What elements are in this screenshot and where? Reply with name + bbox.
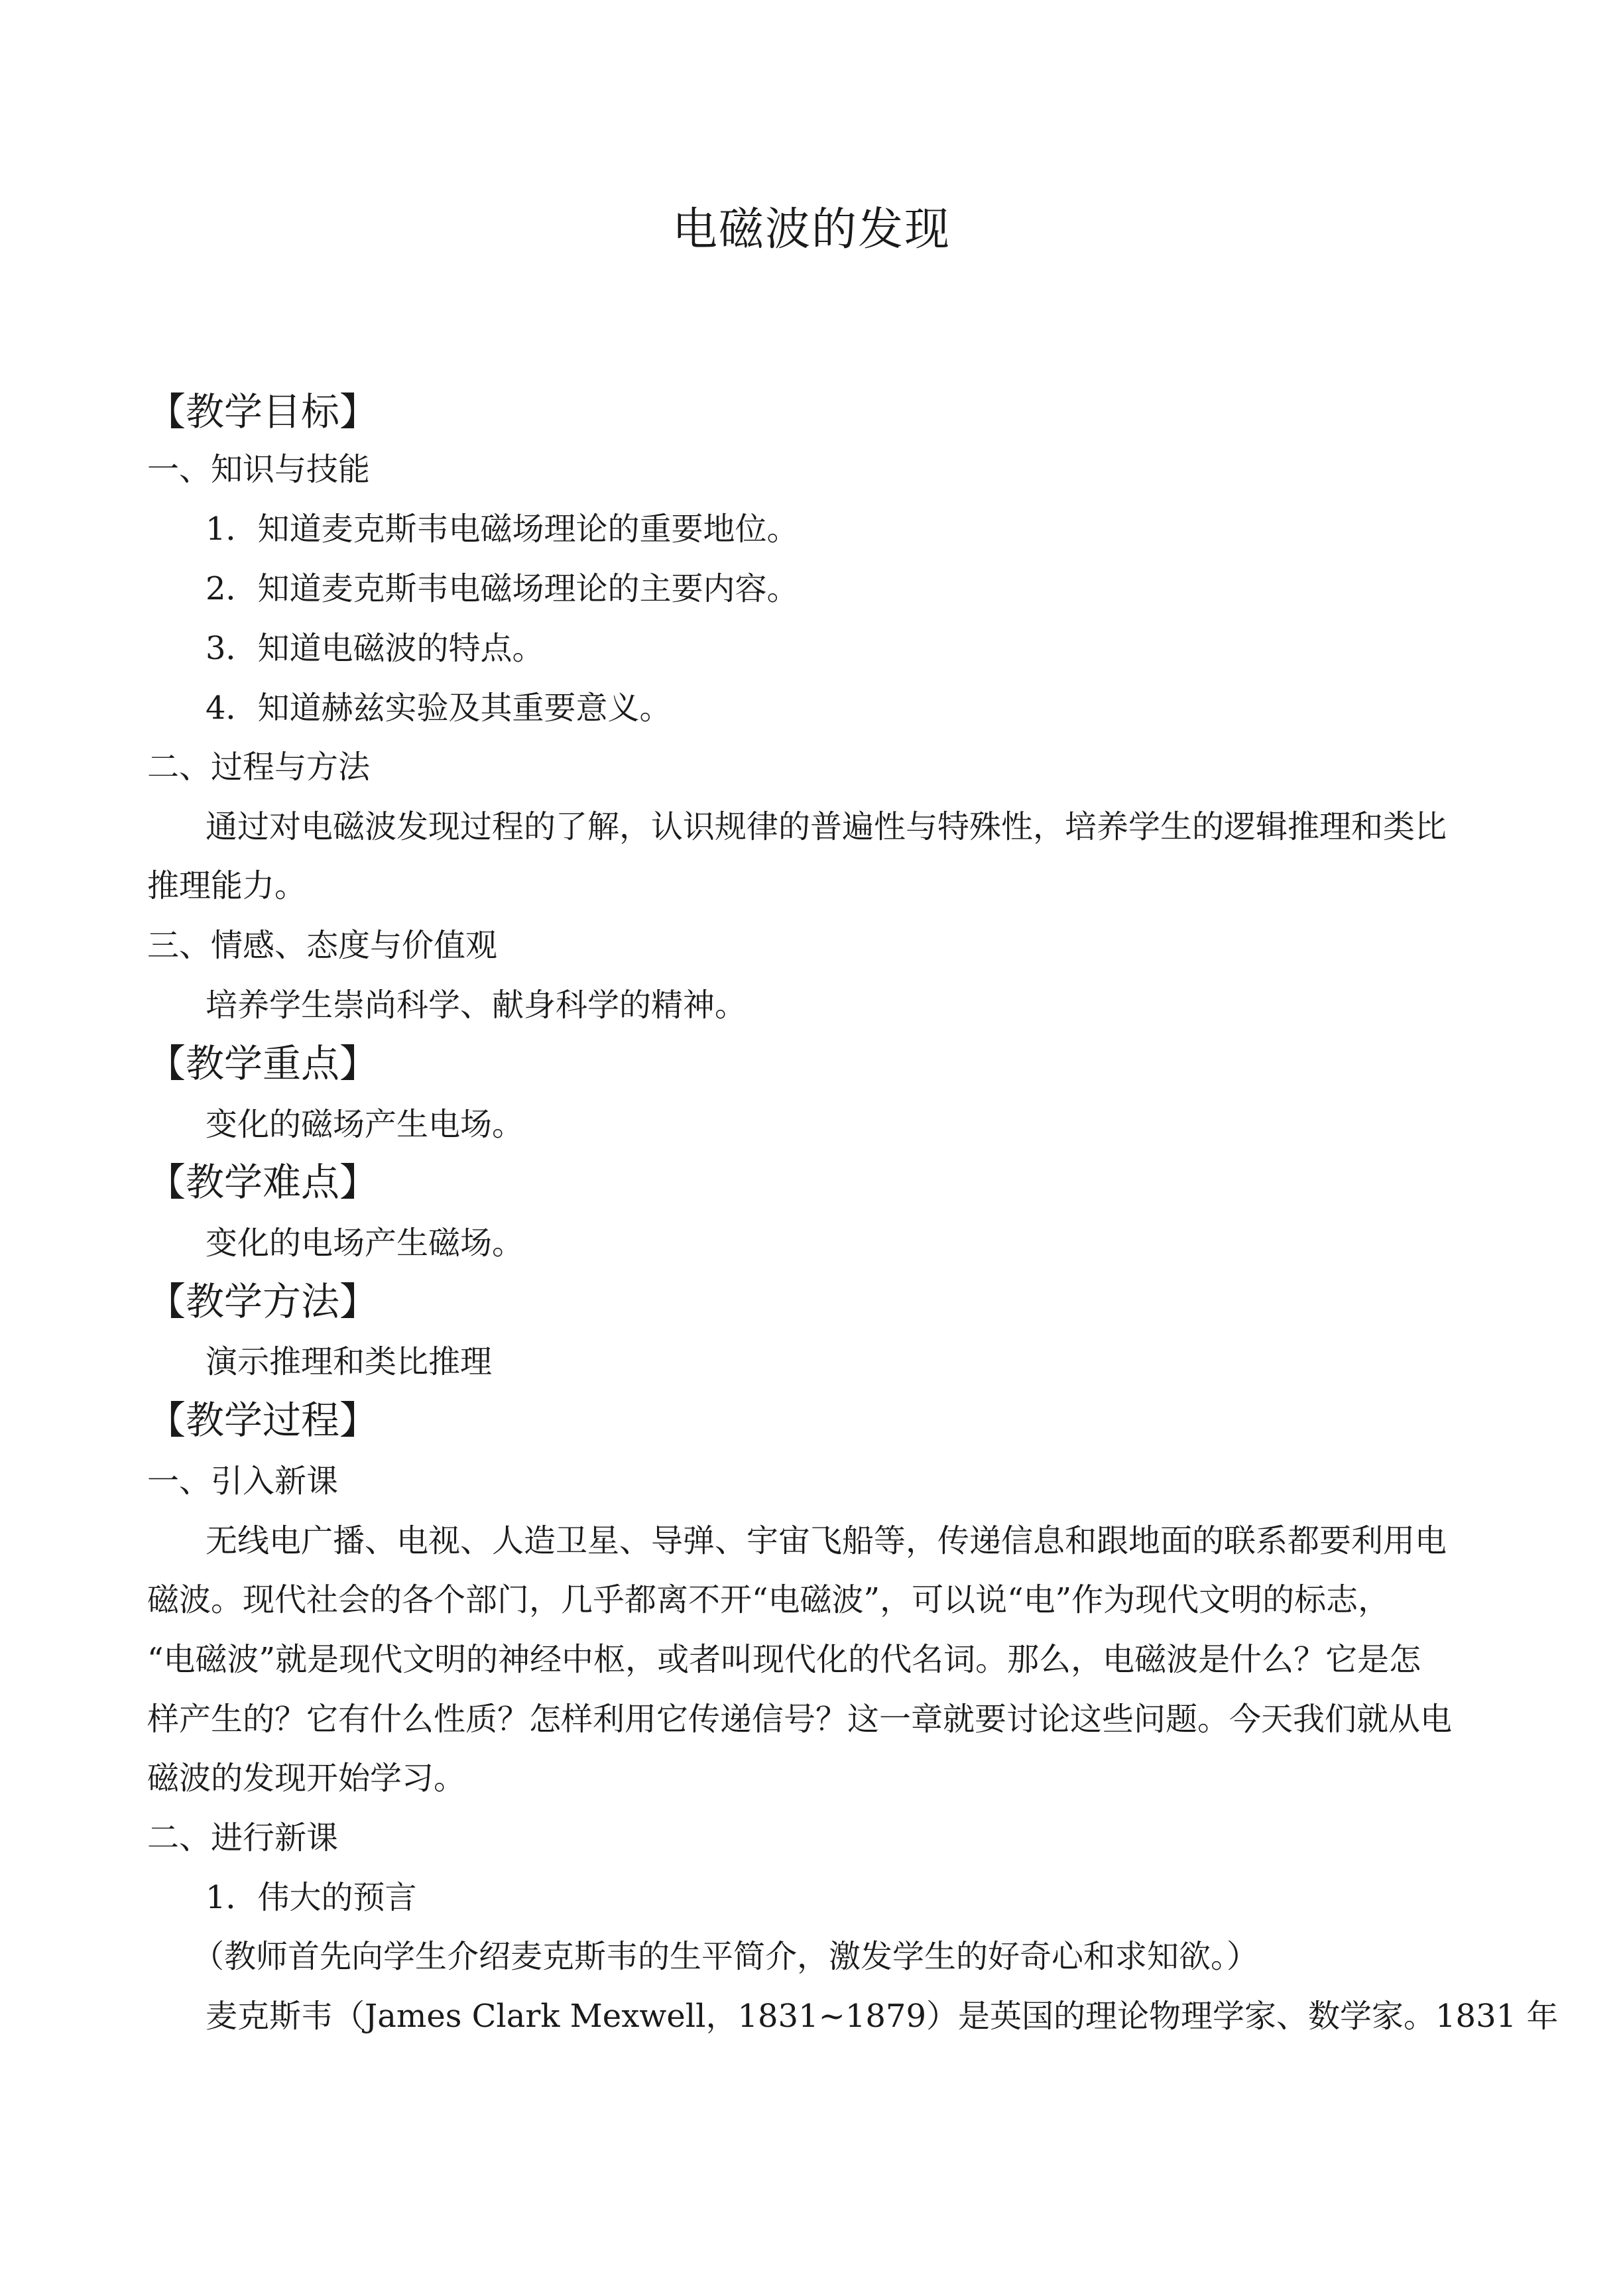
prophecy-heading: 1．伟大的预言 [206,1879,417,1916]
teacher-note: （教师首先向学生介绍麦克斯韦的生平简介，激发学生的好奇心和求知欲。） [192,1938,1259,1975]
difficulty-text: 变化的电场产生磁场。 [206,1225,524,1262]
knowledge-item: 2．知道麦克斯韦电磁场理论的主要内容。 [206,570,799,607]
page-title: 电磁波的发现 [672,204,951,256]
intro-line: 样产生的？它有什么性质？怎样利用它传递信号？这一章就要讨论这些问题。今天我们就从电 [147,1701,1453,1738]
emotion-text: 培养学生崇尚科学、献身科学的精神。 [206,987,747,1024]
knowledge-heading: 一、知识与技能 [147,451,371,488]
objectives-heading: 【教学目标】 [147,389,379,434]
difficulty-heading: 【教学难点】 [147,1160,379,1205]
new-lesson-heading: 二、进行新课 [147,1819,339,1856]
intro-heading: 一、引入新课 [147,1463,339,1500]
method-text: 演示推理和类比推理 [206,1343,493,1380]
process-heading: 二、过程与方法 [147,749,371,786]
intro-line: 磁波的发现开始学习。 [147,1760,466,1797]
maxwell-line: 麦克斯韦（James Clark Mexwell，1831~1879）是英国的理论物理学家、数学家。1831 年 [206,1998,1559,2035]
intro-line: 磁波。现代社会的各个部门，几乎都离不开“电磁波”，可以说“电”作为现代文明的标志， [147,1581,1390,1618]
key-heading: 【教学重点】 [147,1041,379,1086]
knowledge-item: 1．知道麦克斯韦电磁场理论的重要地位。 [206,511,799,548]
process-text: 通过对电磁波发现过程的了解，认识规律的普遍性与特殊性，培养学生的逻辑推理和类比 [206,808,1447,845]
process-main-heading: 【教学过程】 [147,1398,379,1443]
knowledge-item: 4．知道赫兹实验及其重要意义。 [206,690,672,727]
intro-line: “电磁波”就是现代文明的神经中枢，或者叫现代化的代名词。那么，电磁波是什么？它是怎 [147,1641,1421,1678]
key-text: 变化的磁场产生电场。 [206,1106,524,1143]
intro-line: 无线电广播、电视、人造卫星、导弹、宇宙飞船等，传递信息和跟地面的联系都要利用电 [206,1522,1447,1559]
process-text: 推理能力。 [147,867,307,904]
method-heading: 【教学方法】 [147,1279,379,1324]
knowledge-item: 3．知道电磁波的特点。 [206,630,544,667]
emotion-heading: 三、情感、态度与价值观 [147,927,498,964]
